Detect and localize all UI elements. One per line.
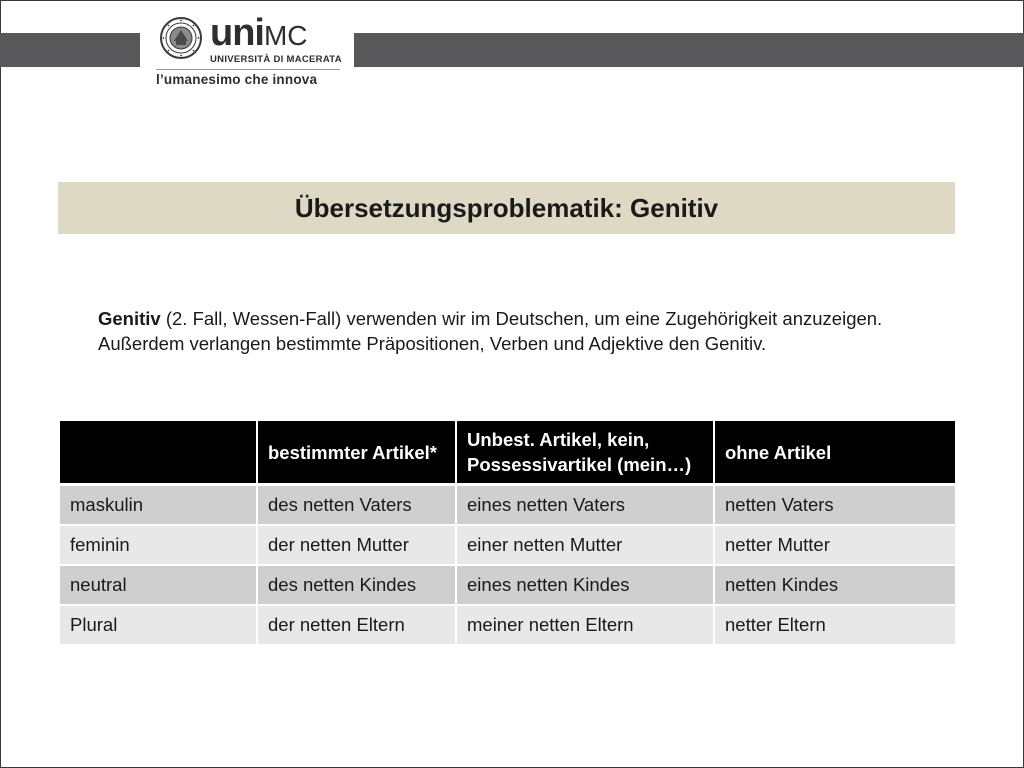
table-row [59, 605, 956, 645]
slide-title-bar [58, 182, 955, 234]
header-bar-left [0, 33, 140, 67]
table-cell: netter Mutter [714, 525, 956, 565]
header-cell-indefinite-article: Unbest. Artikel, kein, Possessivartikel (mein…) [456, 420, 714, 485]
header-bar-right [354, 33, 1024, 67]
genitive-table [58, 419, 957, 646]
slide-title: Übersetzungsproblematik: Genitiv [294, 192, 719, 223]
university-seal-icon [160, 17, 202, 59]
table-row [59, 485, 956, 526]
wordmark-uni: uni [210, 12, 264, 54]
table-cell: eines netten Kindes [456, 565, 714, 605]
table-cell: der netten Mutter [257, 525, 456, 565]
header-cell-no-article: ohne Artikel [714, 420, 956, 485]
table-cell: maskulin [59, 485, 257, 526]
intro-term: Genitiv [98, 308, 161, 329]
table-cell: einer netten Mutter [456, 525, 714, 565]
table-cell: meiner netten Eltern [456, 605, 714, 645]
intro-text: (2. Fall, Wessen-Fall) verwenden wir im Deutschen, um eine Zugehörigkeit anzuzeigen. Außerdem verlangen bestimmte Präpositionen, Verben und Adjektive den Genitiv. [98, 308, 883, 354]
logo-divider [156, 69, 340, 70]
table-cell: netter Eltern [714, 605, 956, 645]
table-row [59, 525, 956, 565]
table-header-row [59, 420, 956, 485]
wordmark-mc: MC [263, 20, 308, 51]
university-tagline: l’umanesimo che innova [156, 72, 318, 87]
university-logo [150, 8, 346, 88]
table-cell: der netten Eltern [257, 605, 456, 645]
table-cell: des netten Vaters [257, 485, 456, 526]
university-wordmark [210, 12, 342, 66]
table-row [59, 565, 956, 605]
table-cell: des netten Kindes [257, 565, 456, 605]
header-cell-definite-article: bestimmter Artikel* [257, 420, 456, 485]
table-cell: netten Kindes [714, 565, 956, 605]
table-cell: feminin [59, 525, 257, 565]
table-cell: netten Vaters [714, 485, 956, 526]
table-cell: Plural [59, 605, 257, 645]
university-name: UNIVERSITÀ DI MACERATA [210, 54, 342, 65]
header-cell-empty [59, 420, 257, 485]
table-cell: eines netten Vaters [456, 485, 714, 526]
table-cell: neutral [59, 565, 257, 605]
intro-paragraph [98, 306, 898, 356]
